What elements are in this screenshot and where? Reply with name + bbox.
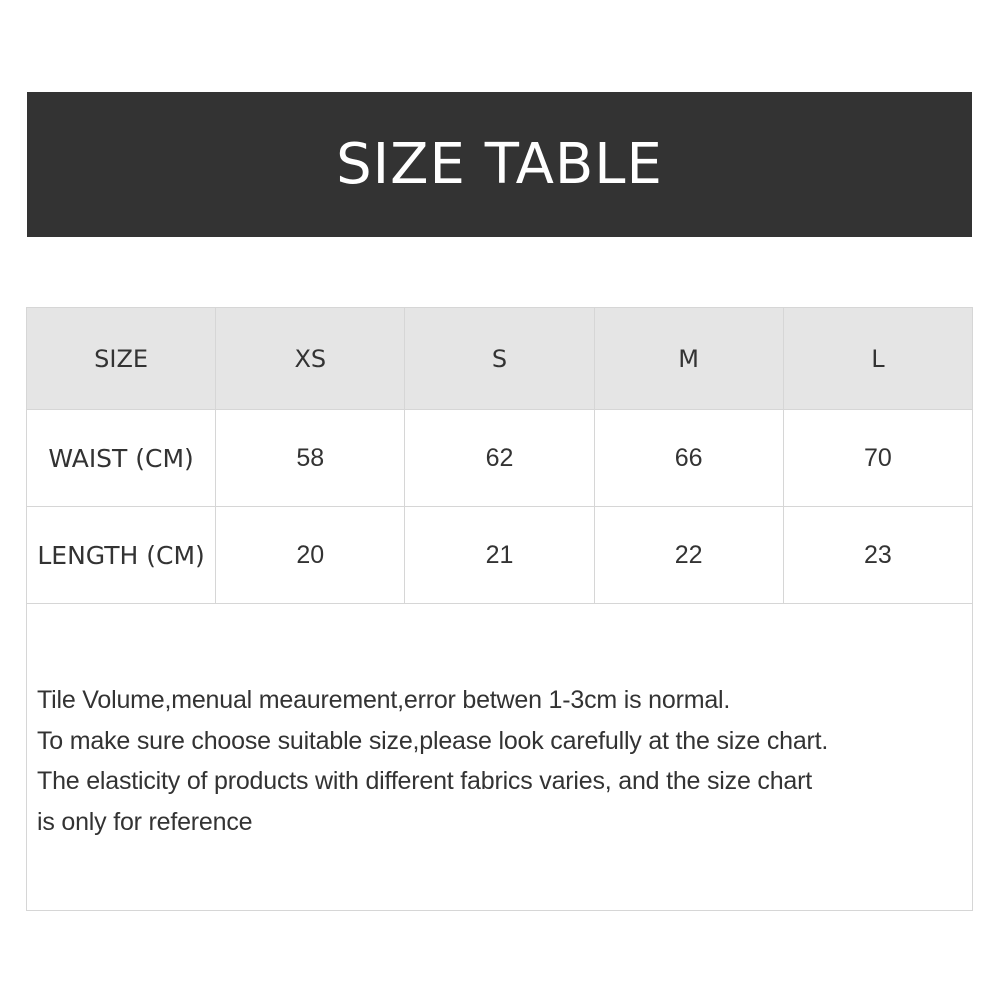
page-title: SIZE TABLE [336,132,663,197]
header-cell-size: SIZE [27,308,216,410]
table-row-waist [27,410,973,507]
note-line: To make sure choose suitable size,please look carefully at the size chart. [37,726,829,755]
header-cell-xs: XS [216,308,405,410]
table-cell: 22 [594,507,783,604]
size-table [26,307,973,604]
header-cell-s: S [405,308,594,410]
table-cell: 62 [405,410,594,507]
table-row-length [27,507,973,604]
table-cell: 66 [594,410,783,507]
table-cell: 20 [216,507,405,604]
table-cell: 70 [783,410,972,507]
title-banner [27,92,972,237]
table-header-row [27,308,973,410]
header-cell-m: M [594,308,783,410]
table-cell: 58 [216,410,405,507]
note-line: Tile Volume,menual meaurement,error betwen 1-3cm is normal. [37,686,731,714]
note-line: The elasticity of products with different fabrics varies, and the size chart [37,767,812,795]
header-cell-l: L [783,308,972,410]
row-label: WAIST (CM) [27,410,216,507]
note-line: is only for reference [37,807,253,836]
row-label: LENGTH (CM) [27,507,216,604]
table-cell: 23 [783,507,972,604]
notes-box [26,604,973,911]
table-cell: 21 [405,507,594,604]
